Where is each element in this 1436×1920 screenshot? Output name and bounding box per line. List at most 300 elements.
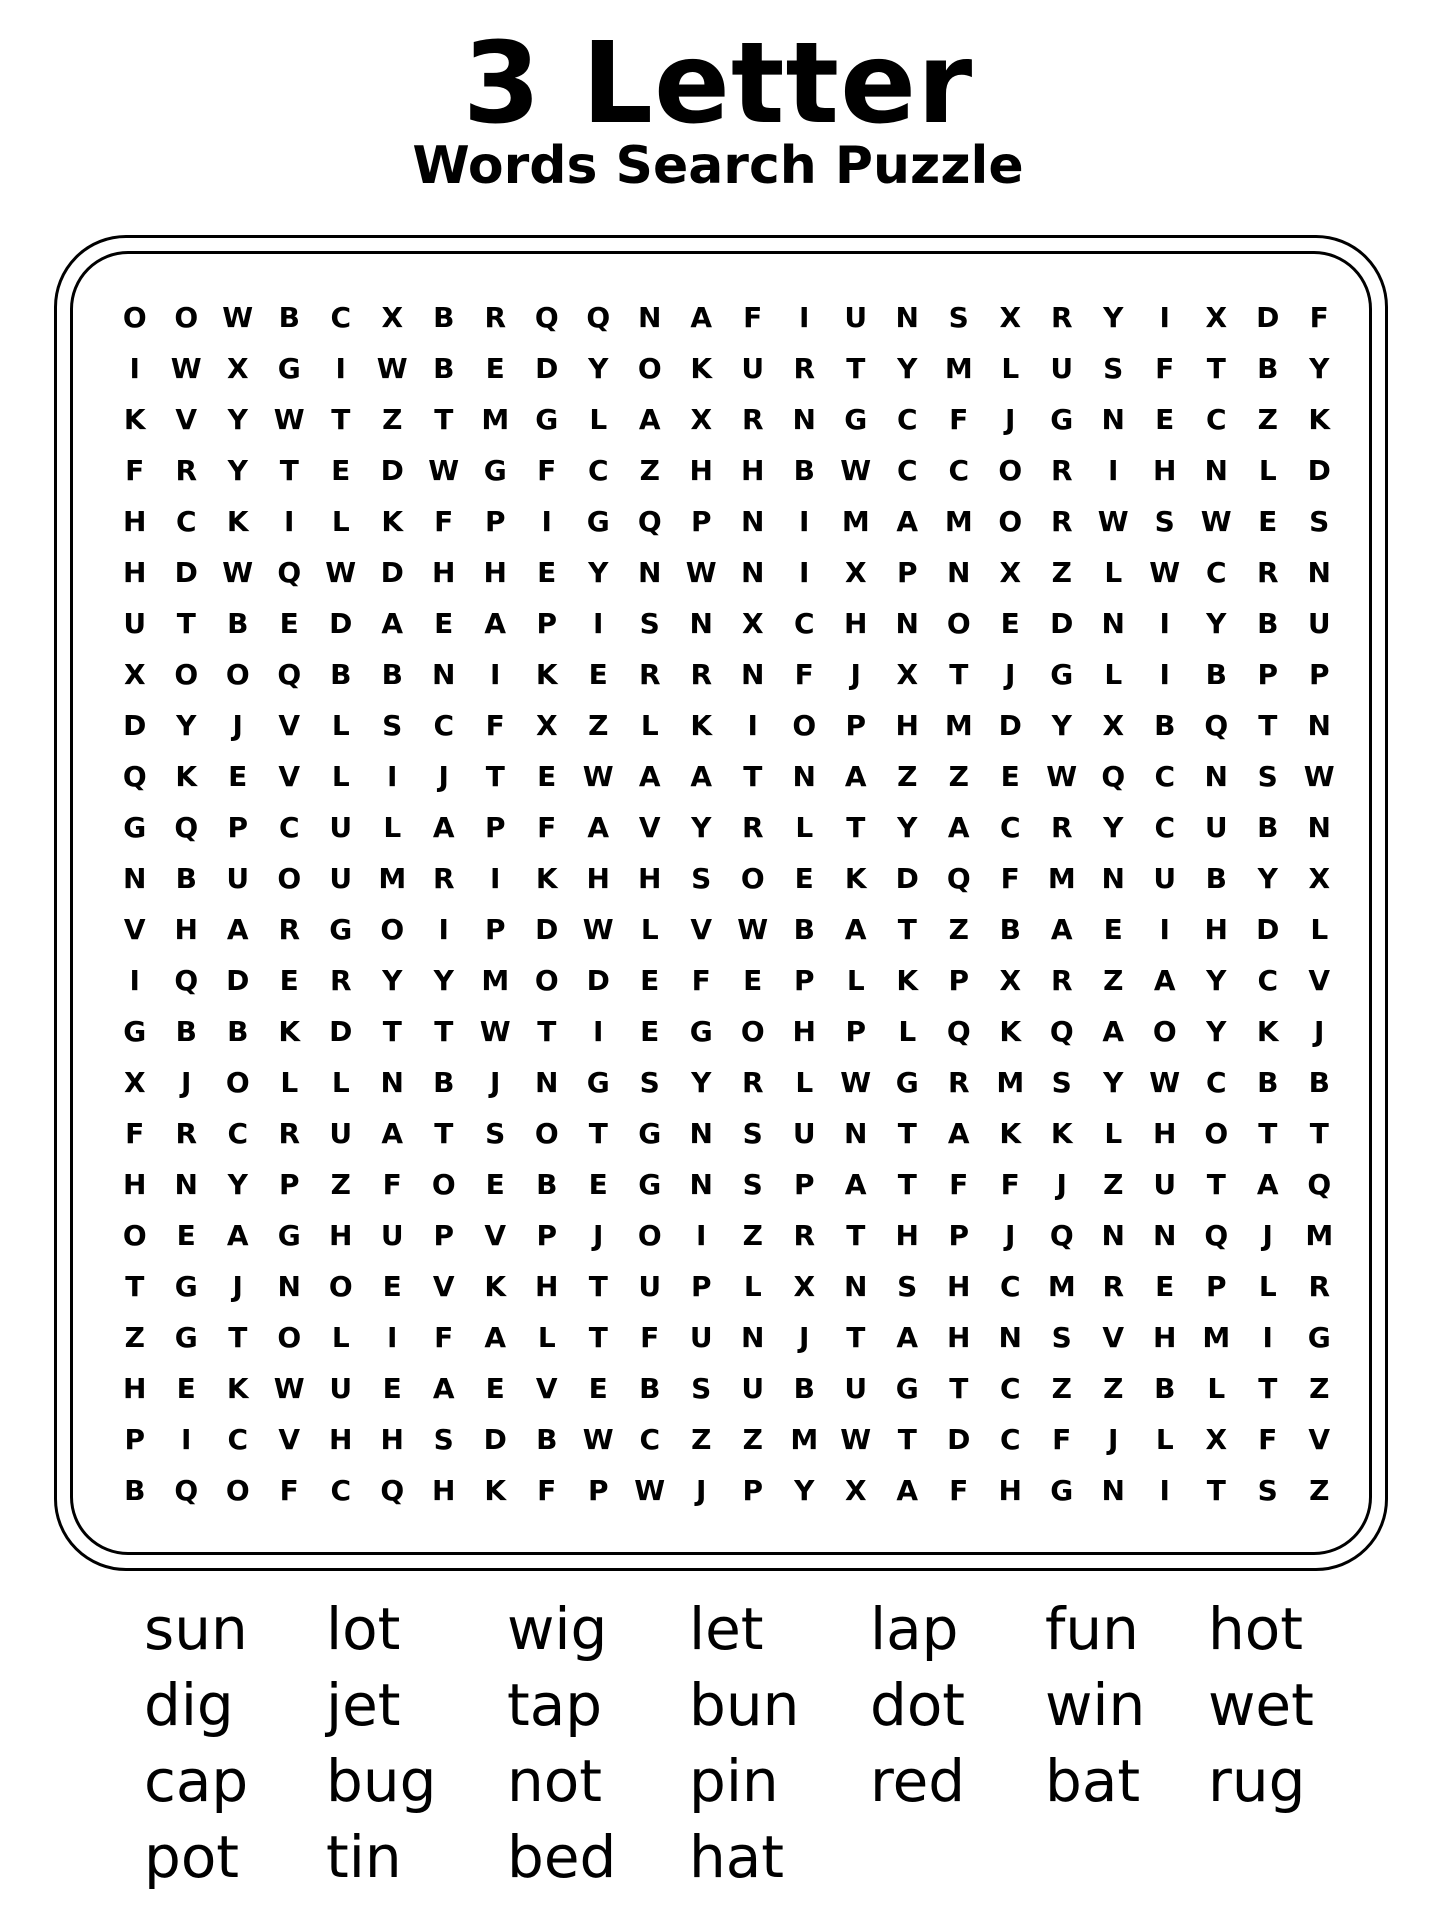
grid-letter[interactable]: U (123, 606, 147, 640)
grid-letter[interactable]: M (790, 1422, 819, 1456)
grid-letter[interactable]: V (175, 402, 198, 436)
grid-letter[interactable]: P (742, 1473, 764, 1507)
grid-letter[interactable]: Q (174, 1473, 199, 1507)
grid-letter[interactable]: Y (382, 963, 403, 997)
grid-letter[interactable]: R (1308, 1269, 1331, 1303)
grid-letter[interactable]: M (481, 963, 510, 997)
grid-letter[interactable]: Y (897, 810, 918, 844)
grid-letter[interactable]: S (1257, 1473, 1278, 1507)
grid-letter[interactable]: I (1108, 453, 1119, 487)
grid-letter[interactable]: X (793, 1269, 816, 1303)
grid-letter[interactable]: F (949, 1167, 969, 1201)
grid-letter[interactable]: H (432, 1473, 456, 1507)
grid-letter[interactable]: N (535, 1065, 559, 1099)
grid-letter[interactable]: W (840, 453, 872, 487)
grid-letter[interactable]: T (1206, 351, 1226, 385)
grid-letter[interactable]: Z (948, 759, 969, 793)
grid-letter[interactable]: G (1050, 402, 1074, 436)
grid-letter[interactable]: A (381, 606, 404, 640)
grid-letter[interactable]: U (329, 861, 353, 895)
grid-letter[interactable]: Q (380, 1473, 405, 1507)
grid-letter[interactable]: B (381, 657, 403, 691)
grid-letter[interactable]: D (329, 1014, 353, 1048)
grid-letter[interactable]: S (948, 300, 969, 334)
grid-letter[interactable]: H (1153, 1116, 1177, 1150)
grid-letter[interactable]: Z (1051, 555, 1072, 589)
grid-letter[interactable]: F (1052, 1422, 1072, 1456)
grid-letter[interactable]: E (434, 606, 454, 640)
grid-letter[interactable]: G (535, 402, 559, 436)
grid-letter[interactable]: I (387, 1320, 398, 1354)
grid-letter[interactable]: N (689, 606, 713, 640)
grid-letter[interactable]: Y (1206, 606, 1227, 640)
grid-letter[interactable]: P (124, 1422, 146, 1456)
grid-letter[interactable]: T (1258, 1371, 1278, 1405)
grid-letter[interactable]: F (434, 504, 454, 538)
grid-letter[interactable]: A (432, 1371, 455, 1405)
grid-letter[interactable]: L (1258, 453, 1277, 487)
grid-letter[interactable]: X (844, 1473, 867, 1507)
grid-letter[interactable]: E (279, 606, 299, 640)
grid-letter[interactable]: X (1102, 708, 1125, 742)
grid-letter[interactable]: A (896, 1320, 919, 1354)
grid-letter[interactable]: R (638, 657, 661, 691)
grid-letter[interactable]: J (181, 1065, 192, 1099)
grid-letter[interactable]: M (944, 351, 973, 385)
grid-letter[interactable]: J (1005, 402, 1016, 436)
grid-letter[interactable]: Z (742, 1422, 763, 1456)
grid-letter[interactable]: W (170, 351, 202, 385)
grid-letter[interactable]: R (278, 1116, 301, 1150)
grid-letter[interactable]: E (485, 1371, 505, 1405)
grid-letter[interactable]: Z (639, 453, 660, 487)
grid-letter[interactable]: F (1000, 861, 1020, 895)
grid-letter[interactable]: T (949, 1371, 969, 1405)
grid-letter[interactable]: T (1206, 1167, 1226, 1201)
grid-letter[interactable]: V (278, 708, 301, 742)
grid-letter[interactable]: L (1001, 351, 1020, 385)
grid-letter[interactable]: S (639, 606, 660, 640)
grid-letter[interactable]: S (1103, 351, 1124, 385)
grid-letter[interactable]: A (226, 1218, 249, 1252)
grid-letter[interactable]: O (225, 1065, 250, 1099)
grid-letter[interactable]: I (284, 504, 295, 538)
grid-letter[interactable]: H (483, 555, 507, 589)
grid-letter[interactable]: Q (1307, 1167, 1332, 1201)
grid-letter[interactable]: T (588, 1116, 608, 1150)
grid-letter[interactable]: Q (1049, 1218, 1074, 1252)
grid-letter[interactable]: B (433, 300, 455, 334)
grid-letter[interactable]: R (741, 810, 764, 844)
grid-letter[interactable]: E (228, 759, 248, 793)
grid-letter[interactable]: B (1257, 810, 1279, 844)
grid-letter[interactable]: L (795, 810, 814, 844)
grid-letter[interactable]: Z (124, 1320, 145, 1354)
grid-letter[interactable]: X (690, 402, 713, 436)
grid-letter[interactable]: H (123, 504, 147, 538)
grid-letter[interactable]: B (1154, 1371, 1176, 1405)
grid-letter[interactable]: I (387, 759, 398, 793)
grid-letter[interactable]: W (582, 912, 614, 946)
grid-letter[interactable]: X (999, 300, 1022, 334)
grid-letter[interactable]: E (1155, 402, 1175, 436)
grid-letter[interactable]: U (844, 300, 868, 334)
grid-letter[interactable]: U (741, 1371, 765, 1405)
grid-letter[interactable]: M (996, 1065, 1025, 1099)
grid-letter[interactable]: Q (637, 504, 662, 538)
grid-letter[interactable]: T (846, 1320, 866, 1354)
grid-letter[interactable]: J (593, 1218, 604, 1252)
grid-letter[interactable]: S (1051, 1065, 1072, 1099)
grid-letter[interactable]: B (175, 861, 197, 895)
grid-letter[interactable]: E (1155, 1269, 1175, 1303)
grid-letter[interactable]: N (689, 1167, 713, 1201)
grid-letter[interactable]: I (1159, 1473, 1170, 1507)
grid-letter[interactable]: O (637, 1218, 662, 1252)
grid-letter[interactable]: E (485, 351, 505, 385)
grid-letter[interactable]: K (226, 504, 249, 538)
grid-letter[interactable]: B (536, 1422, 558, 1456)
grid-letter[interactable]: T (434, 402, 454, 436)
grid-letter[interactable]: K (844, 861, 867, 895)
grid-letter[interactable]: L (795, 1065, 814, 1099)
grid-letter[interactable]: I (490, 861, 501, 895)
grid-letter[interactable]: U (1307, 606, 1331, 640)
grid-letter[interactable]: O (431, 1167, 456, 1201)
grid-letter[interactable]: K (226, 1371, 249, 1405)
grid-letter[interactable]: Y (691, 1065, 712, 1099)
grid-letter[interactable]: T (588, 1320, 608, 1354)
grid-letter[interactable]: N (741, 657, 765, 691)
grid-letter[interactable]: W (685, 555, 717, 589)
grid-letter[interactable]: S (1154, 504, 1175, 538)
grid-letter[interactable]: D (226, 963, 250, 997)
grid-letter[interactable]: Q (946, 861, 971, 895)
grid-letter[interactable]: Z (742, 1218, 763, 1252)
grid-letter[interactable]: N (1101, 1473, 1125, 1507)
grid-letter[interactable]: C (587, 453, 609, 487)
grid-letter[interactable]: O (1152, 1014, 1177, 1048)
grid-letter[interactable]: H (586, 861, 610, 895)
grid-letter[interactable]: L (846, 963, 865, 997)
grid-letter[interactable]: B (433, 1065, 455, 1099)
grid-letter[interactable]: D (483, 1422, 507, 1456)
grid-letter[interactable]: O (740, 1014, 765, 1048)
grid-letter[interactable]: A (690, 759, 713, 793)
grid-letter[interactable]: H (1204, 912, 1228, 946)
grid-letter[interactable]: E (382, 1371, 402, 1405)
grid-letter[interactable]: L (537, 1320, 556, 1354)
grid-letter[interactable]: N (432, 657, 456, 691)
grid-letter[interactable]: Y (588, 351, 609, 385)
grid-letter[interactable]: Y (1206, 1014, 1227, 1048)
grid-letter[interactable]: T (846, 1218, 866, 1252)
grid-letter[interactable]: S (1309, 504, 1330, 538)
grid-letter[interactable]: T (1258, 1116, 1278, 1150)
grid-letter[interactable]: P (845, 708, 867, 742)
grid-letter[interactable]: G (638, 1116, 662, 1150)
grid-letter[interactable]: B (639, 1371, 661, 1405)
grid-letter[interactable]: A (226, 912, 249, 946)
grid-letter[interactable]: N (895, 300, 919, 334)
grid-letter[interactable]: L (331, 759, 350, 793)
grid-letter[interactable]: X (226, 351, 249, 385)
grid-letter[interactable]: X (999, 555, 1022, 589)
grid-letter[interactable]: R (1050, 453, 1073, 487)
grid-letter[interactable]: I (541, 504, 552, 538)
grid-letter[interactable]: H (1153, 453, 1177, 487)
grid-letter[interactable]: R (1256, 555, 1279, 589)
grid-letter[interactable]: H (638, 861, 662, 895)
grid-letter[interactable]: N (1307, 810, 1331, 844)
grid-letter[interactable]: L (1104, 1116, 1123, 1150)
grid-letter[interactable]: J (696, 1473, 707, 1507)
grid-letter[interactable]: A (432, 810, 455, 844)
grid-letter[interactable]: N (123, 861, 147, 895)
grid-letter[interactable]: L (589, 402, 608, 436)
grid-letter[interactable]: Z (330, 1167, 351, 1201)
grid-letter[interactable]: I (129, 351, 140, 385)
grid-letter[interactable]: G (123, 810, 147, 844)
grid-letter[interactable]: S (742, 1167, 763, 1201)
grid-letter[interactable]: W (1149, 1065, 1181, 1099)
grid-letter[interactable]: C (1205, 402, 1227, 436)
grid-letter[interactable]: H (947, 1320, 971, 1354)
grid-letter[interactable]: K (123, 402, 146, 436)
grid-letter[interactable]: F (691, 963, 711, 997)
grid-letter[interactable]: Z (1103, 1167, 1124, 1201)
grid-letter[interactable]: A (484, 606, 507, 640)
grid-letter[interactable]: J (1005, 657, 1016, 691)
grid-letter[interactable]: B (433, 351, 455, 385)
grid-letter[interactable]: P (690, 1269, 712, 1303)
grid-letter[interactable]: N (1153, 1218, 1177, 1252)
grid-letter[interactable]: N (895, 606, 919, 640)
grid-letter[interactable]: M (1202, 1320, 1231, 1354)
grid-letter[interactable]: H (432, 555, 456, 589)
grid-letter[interactable]: Y (1103, 300, 1124, 334)
grid-letter[interactable]: E (537, 555, 557, 589)
grid-letter[interactable]: R (690, 657, 713, 691)
grid-letter[interactable]: C (1205, 1065, 1227, 1099)
grid-letter[interactable]: S (1257, 759, 1278, 793)
grid-letter[interactable]: I (129, 963, 140, 997)
grid-letter[interactable]: P (227, 810, 249, 844)
grid-letter[interactable]: Y (588, 555, 609, 589)
grid-letter[interactable]: P (278, 1167, 300, 1201)
grid-letter[interactable]: G (329, 912, 353, 946)
grid-letter[interactable]: E (588, 657, 608, 691)
grid-letter[interactable]: O (1204, 1116, 1229, 1150)
grid-letter[interactable]: Y (227, 1167, 248, 1201)
grid-letter[interactable]: E (588, 1371, 608, 1405)
grid-letter[interactable]: T (1206, 1473, 1226, 1507)
grid-letter[interactable]: H (1153, 1320, 1177, 1354)
grid-letter[interactable]: D (947, 1422, 971, 1456)
grid-letter[interactable]: X (844, 555, 867, 589)
grid-letter[interactable]: C (278, 810, 300, 844)
grid-letter[interactable]: R (947, 1065, 970, 1099)
grid-letter[interactable]: W (634, 1473, 666, 1507)
grid-letter[interactable]: A (1256, 1167, 1279, 1201)
grid-letter[interactable]: J (1108, 1422, 1119, 1456)
grid-letter[interactable]: K (278, 1014, 301, 1048)
grid-letter[interactable]: N (844, 1269, 868, 1303)
grid-letter[interactable]: B (124, 1473, 146, 1507)
grid-letter[interactable]: P (690, 504, 712, 538)
grid-letter[interactable]: M (481, 402, 510, 436)
grid-letter[interactable]: U (1153, 1167, 1177, 1201)
grid-letter[interactable]: N (1307, 555, 1331, 589)
grid-letter[interactable]: E (640, 963, 660, 997)
grid-letter[interactable]: G (586, 504, 610, 538)
grid-letter[interactable]: G (1050, 1473, 1074, 1507)
grid-letter[interactable]: I (799, 300, 810, 334)
grid-letter[interactable]: O (122, 300, 147, 334)
grid-letter[interactable]: H (895, 1218, 919, 1252)
grid-letter[interactable]: L (1104, 657, 1123, 691)
grid-letter[interactable]: G (277, 1218, 301, 1252)
grid-letter[interactable]: C (330, 1473, 352, 1507)
grid-letter[interactable]: L (331, 1320, 350, 1354)
grid-letter[interactable]: U (380, 1218, 404, 1252)
grid-letter[interactable]: G (1307, 1320, 1331, 1354)
grid-letter[interactable]: T (897, 1116, 917, 1150)
grid-letter[interactable]: D (1050, 606, 1074, 640)
grid-letter[interactable]: Z (1309, 1371, 1330, 1405)
grid-letter[interactable]: J (1005, 1218, 1016, 1252)
grid-letter[interactable]: M (1047, 861, 1076, 895)
grid-letter[interactable]: Z (588, 708, 609, 742)
grid-letter[interactable]: G (895, 1371, 919, 1405)
grid-letter[interactable]: B (1205, 861, 1227, 895)
grid-letter[interactable]: B (330, 657, 352, 691)
grid-letter[interactable]: X (381, 300, 404, 334)
grid-letter[interactable]: F (279, 1473, 299, 1507)
grid-letter[interactable]: A (638, 402, 661, 436)
grid-letter[interactable]: J (490, 1065, 501, 1099)
grid-letter[interactable]: H (329, 1422, 353, 1456)
grid-letter[interactable]: E (382, 1269, 402, 1303)
grid-letter[interactable]: F (1155, 351, 1175, 385)
grid-letter[interactable]: Q (586, 300, 611, 334)
grid-letter[interactable]: I (181, 1422, 192, 1456)
grid-letter[interactable]: T (434, 1116, 454, 1150)
grid-letter[interactable]: L (1207, 1371, 1226, 1405)
grid-letter[interactable]: M (1305, 1218, 1334, 1252)
grid-letter[interactable]: I (438, 912, 449, 946)
grid-letter[interactable]: T (588, 1269, 608, 1303)
grid-letter[interactable]: P (536, 1218, 558, 1252)
grid-letter[interactable]: I (490, 657, 501, 691)
grid-letter[interactable]: Y (1103, 1065, 1124, 1099)
grid-letter[interactable]: Y (227, 402, 248, 436)
grid-letter[interactable]: R (1050, 504, 1073, 538)
grid-letter[interactable]: B (793, 912, 815, 946)
grid-letter[interactable]: W (479, 1014, 511, 1048)
grid-letter[interactable]: H (535, 1269, 559, 1303)
grid-letter[interactable]: A (896, 504, 919, 538)
grid-letter[interactable]: R (432, 861, 455, 895)
grid-letter[interactable]: F (537, 810, 557, 844)
grid-letter[interactable]: O (637, 351, 662, 385)
grid-letter[interactable]: B (1257, 606, 1279, 640)
grid-letter[interactable]: L (280, 1065, 299, 1099)
grid-letter[interactable]: B (227, 1014, 249, 1048)
grid-letter[interactable]: X (1205, 1422, 1228, 1456)
grid-letter[interactable]: T (846, 810, 866, 844)
grid-letter[interactable]: I (799, 555, 810, 589)
grid-letter[interactable]: J (232, 708, 243, 742)
grid-letter[interactable]: K (1256, 1014, 1279, 1048)
grid-letter[interactable]: L (898, 1014, 917, 1048)
grid-letter[interactable]: P (1257, 657, 1279, 691)
grid-letter[interactable]: N (1204, 759, 1228, 793)
grid-letter[interactable]: D (329, 606, 353, 640)
grid-letter[interactable]: K (175, 759, 198, 793)
grid-letter[interactable]: Z (948, 912, 969, 946)
grid-letter[interactable]: D (174, 555, 198, 589)
grid-letter[interactable]: V (278, 1422, 301, 1456)
grid-letter[interactable]: O (380, 912, 405, 946)
grid-letter[interactable]: A (484, 1320, 507, 1354)
grid-letter[interactable]: G (689, 1014, 713, 1048)
grid-letter[interactable]: P (536, 606, 558, 640)
grid-letter[interactable]: K (1308, 402, 1331, 436)
grid-letter[interactable]: K (690, 708, 713, 742)
grid-letter[interactable]: W (737, 912, 769, 946)
grid-letter[interactable]: A (947, 810, 970, 844)
grid-letter[interactable]: T (537, 1014, 557, 1048)
grid-letter[interactable]: R (175, 1116, 198, 1150)
grid-letter[interactable]: Z (691, 1422, 712, 1456)
grid-letter[interactable]: V (1102, 1320, 1125, 1354)
grid-letter[interactable]: A (947, 1116, 970, 1150)
grid-letter[interactable]: P (433, 1218, 455, 1252)
grid-letter[interactable]: T (743, 759, 763, 793)
grid-letter[interactable]: J (799, 1320, 810, 1354)
grid-letter[interactable]: T (949, 657, 969, 691)
grid-letter[interactable]: T (176, 606, 196, 640)
grid-letter[interactable]: G (277, 351, 301, 385)
grid-letter[interactable]: J (850, 657, 861, 691)
grid-letter[interactable]: R (793, 1218, 816, 1252)
grid-letter[interactable]: H (741, 453, 765, 487)
grid-letter[interactable]: L (640, 708, 659, 742)
grid-letter[interactable]: W (840, 1422, 872, 1456)
grid-letter[interactable]: V (1308, 963, 1331, 997)
grid-letter[interactable]: L (1155, 1422, 1174, 1456)
grid-letter[interactable]: J (1056, 1167, 1067, 1201)
grid-letter[interactable]: K (999, 1014, 1022, 1048)
grid-letter[interactable]: L (1310, 912, 1329, 946)
grid-letter[interactable]: R (1050, 963, 1073, 997)
grid-letter[interactable]: C (999, 1269, 1021, 1303)
grid-letter[interactable]: E (743, 963, 763, 997)
grid-letter[interactable]: H (998, 1473, 1022, 1507)
grid-letter[interactable]: V (123, 912, 146, 946)
grid-letter[interactable]: E (640, 1014, 660, 1048)
grid-letter[interactable]: P (1205, 1269, 1227, 1303)
grid-letter[interactable]: H (329, 1218, 353, 1252)
grid-letter[interactable]: N (741, 555, 765, 589)
grid-letter[interactable]: W (582, 759, 614, 793)
grid-letter[interactable]: K (535, 657, 558, 691)
grid-letter[interactable]: D (535, 912, 559, 946)
grid-letter[interactable]: N (998, 1320, 1022, 1354)
grid-letter[interactable]: F (485, 708, 505, 742)
grid-letter[interactable]: C (999, 1371, 1021, 1405)
